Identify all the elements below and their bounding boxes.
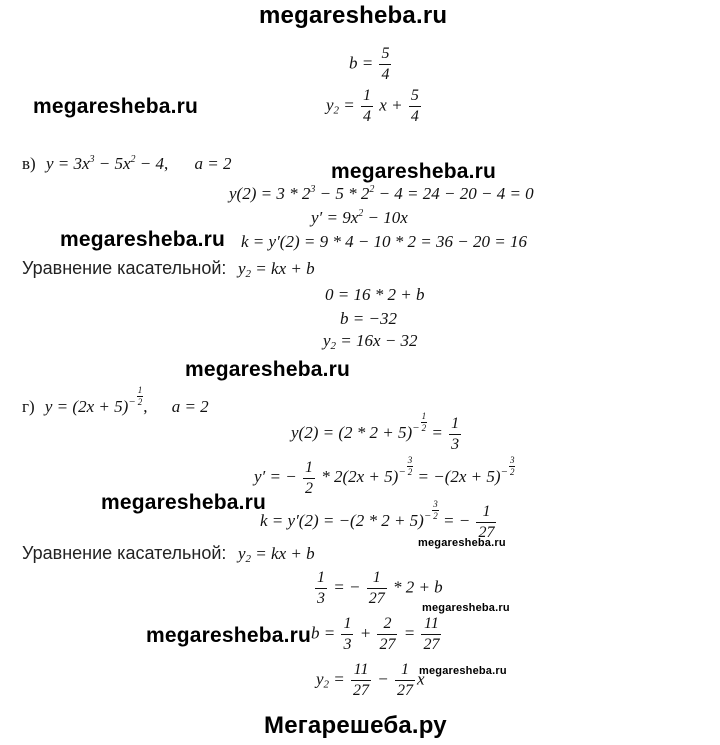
part-g-statement: г) y = (2x + 5)− $\frac{1}{2}$ , a = 2 — [22, 385, 209, 416]
equation-slope: k = y′(2) = −(2 * 2 + 5)− $\frac{3}{2}$ = − $\frac{1}{27}$ — [260, 499, 495, 541]
equation-derivative: y′ = − $\frac{1}{2}$ * 2(2x + 5)− $\frac{3}{2}$ = −(2x + 5)− $\frac{3}{2}$ — [254, 455, 515, 497]
equation-substitute: $\frac{1}{3}$ = − $\frac{1}{27}$ * 2 + b — [317, 569, 443, 607]
watermark-bottom: Мегарешеба.ру — [264, 712, 447, 739]
equation-b-value: b = −32 — [340, 309, 397, 328]
tangent-general-form: $y_2$ = kx + b — [238, 544, 315, 565]
watermark: megaresheba.ru — [60, 228, 226, 251]
watermark-small: megaresheba.ru — [419, 665, 507, 677]
equation-derivative: $y' = 9x^2 - 10x$ — [311, 208, 408, 227]
watermark: megaresheba.ru — [33, 95, 199, 118]
part-v-statement: в) $y = 3x^3 - 5x^2 - 4$, a = 2 — [22, 154, 232, 173]
watermark-small: megaresheba.ru — [422, 602, 510, 614]
tangent-result: $y_2$ = $\frac{11}{27}$ − $\frac{1}{27}$ x — [316, 661, 425, 699]
tangent-general-form: $y_2$ = kx + b — [238, 259, 315, 280]
watermark: megaresheba.ru — [101, 491, 267, 514]
watermark: megaresheba.ru — [331, 160, 497, 183]
equation-substitute: 0 = 16 * 2 + b — [325, 285, 425, 304]
tangent-label: Уравнение касательной: — [22, 258, 227, 278]
watermark-small: megaresheba.ru — [418, 537, 506, 549]
tangent-result: $y_2 = 16x - 32$ — [323, 331, 418, 352]
equation-b: b = $\frac{5}{4}$ — [349, 45, 390, 83]
tangent-label: Уравнение касательной: — [22, 543, 227, 563]
watermark: megaresheba.ru — [185, 358, 351, 381]
tangent-line-equation: $y_2$ = $\frac{1}{4}$ x + $\frac{5}{4}$ — [326, 87, 419, 125]
equation-y2: y(2) = (2 * 2 + 5)− $\frac{1}{2}$ = $\frac{1}{3}$ — [291, 411, 460, 453]
watermark: megaresheba.ru — [146, 624, 312, 647]
equation-slope: k = y′(2) = 9 * 4 − 10 * 2 = 36 − 20 = 16 — [241, 232, 527, 251]
equation-b-value: b = $\frac{1}{3}$ + $\frac{2}{27}$ = $\frac{11}{27}$ — [311, 615, 440, 653]
watermark-top: megaresheba.ru — [259, 2, 448, 29]
equation-y2: $y(2) = 3 * 2^3 - 5 * 2^2 - 4 = 24 - 20 - 4 = 0$ — [229, 184, 534, 203]
